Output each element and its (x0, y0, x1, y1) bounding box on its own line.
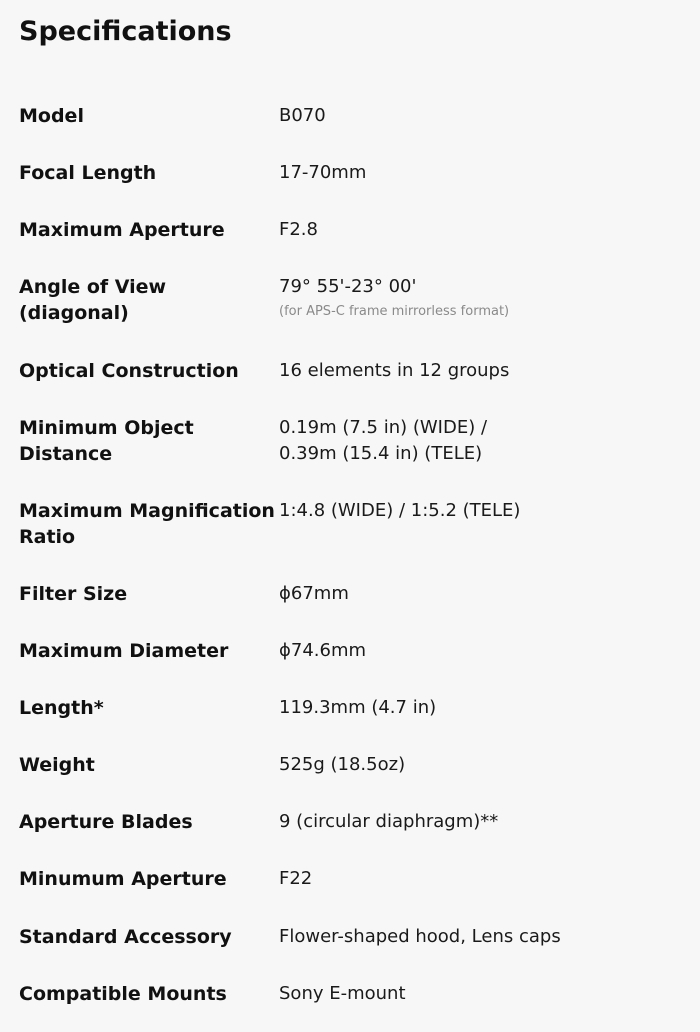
spec-label: Focal Length (19, 162, 157, 184)
spec-value-line: 79° 55'-23° 00' (279, 276, 417, 297)
spec-row-standard-accessory (19, 924, 681, 950)
spec-value: 17-70mm (279, 162, 367, 183)
spec-row-focal-length (19, 160, 681, 186)
spec-label-line: Minimum Object (19, 417, 194, 439)
spec-row-aperture-blades (19, 809, 681, 835)
spec-label-line: Angle of View (19, 276, 167, 298)
spec-row-angle-of-view (19, 274, 681, 326)
spec-value: F2.8 (279, 219, 318, 240)
spec-value: F22 (279, 868, 313, 889)
spec-value: Flower-shaped hood, Lens caps (279, 926, 561, 947)
spec-value: B070 (279, 105, 326, 126)
spec-label-line: Distance (19, 443, 113, 465)
spec-label: Maximum Aperture (19, 219, 225, 241)
spec-value: Sony E-mount (279, 983, 406, 1004)
spec-row-filter-size (19, 581, 681, 607)
spec-row-model (19, 103, 681, 129)
spec-label: Filter Size (19, 583, 128, 605)
spec-note: (for APS-C frame mirrorless format) (279, 304, 510, 319)
spec-value (279, 274, 681, 326)
spec-value: 119.3mm (4.7 in) (279, 697, 437, 718)
spec-label: Length* (19, 697, 104, 719)
spec-row-optical-construction (19, 358, 681, 384)
spec-row-maximum-magnification-ratio (19, 498, 681, 550)
spec-value (279, 415, 681, 467)
spec-label-line: Maximum Magnification (19, 500, 275, 522)
spec-row-maximum-diameter (19, 638, 681, 664)
spec-value-line: 0.19m (7.5 in) (WIDE) / (279, 417, 488, 438)
spec-label: Compatible Mounts (19, 983, 227, 1005)
spec-value: 525g (18.5oz) (279, 754, 406, 775)
spec-label-line: Ratio (19, 526, 76, 548)
spec-label: Minumum Aperture (19, 868, 227, 890)
spec-row-minimum-object-distance (19, 415, 681, 467)
spec-row-minimum-aperture (19, 866, 681, 892)
spec-value: ϕ67mm (279, 583, 349, 604)
spec-label-line: (diagonal) (19, 302, 129, 324)
spec-label: Standard Accessory (19, 926, 232, 948)
spec-value: ϕ74.6mm (279, 640, 367, 661)
spec-label: Model (19, 105, 84, 127)
spec-label (19, 498, 279, 550)
spec-row-weight (19, 752, 681, 778)
spec-value-line: 0.39m (15.4 in) (TELE) (279, 443, 483, 464)
spec-value: 9 (circular diaphragm)** (279, 811, 499, 832)
spec-row-length (19, 695, 681, 721)
spec-value: 1:4.8 (WIDE) / 1:5.2 (TELE) (279, 500, 521, 521)
spec-value: 16 elements in 12 groups (279, 360, 510, 381)
spec-label (19, 274, 279, 326)
spec-label: Optical Construction (19, 360, 239, 382)
spec-row-maximum-aperture (19, 217, 681, 243)
spec-label: Maximum Diameter (19, 640, 229, 662)
spec-label: Weight (19, 754, 95, 776)
page-title: Specifications (19, 16, 232, 47)
spec-label (19, 415, 279, 467)
spec-row-compatible-mounts (19, 981, 681, 1007)
spec-label: Aperture Blades (19, 811, 193, 833)
